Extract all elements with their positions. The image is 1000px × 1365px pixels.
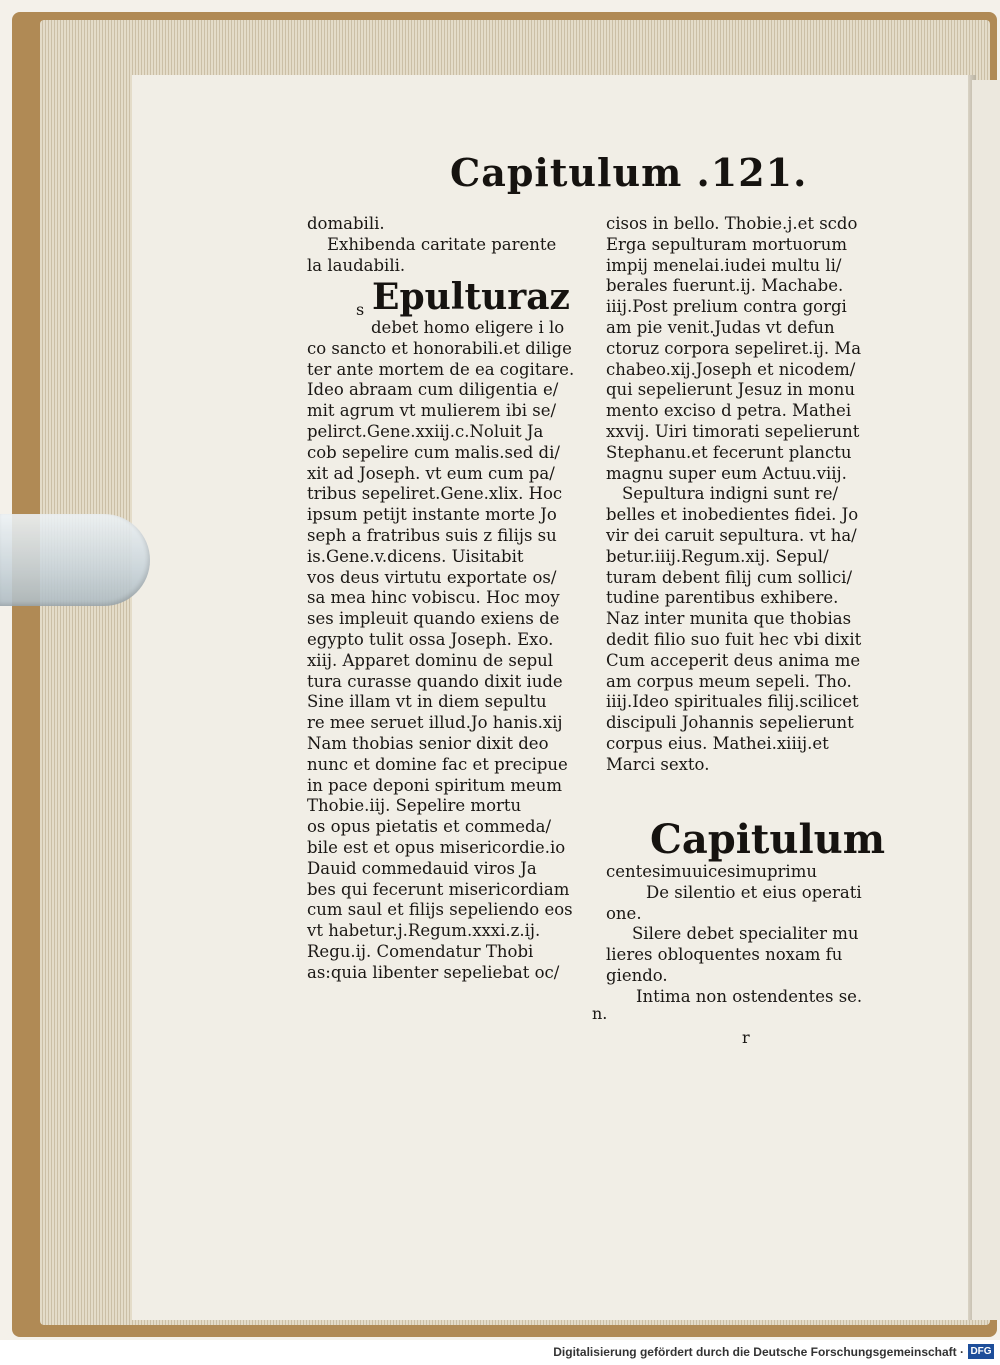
text-line: magnu super eum Actuu.viij. [606, 463, 847, 483]
text-line: cum saul et filijs sepeliendo eos [307, 900, 573, 920]
text-line: tura curasse quando dixit iude [307, 671, 563, 691]
text-line: is.Gene.v.dicens. Uisitabit [307, 546, 524, 566]
text-line: centesimuuicesimuprimu [606, 862, 817, 881]
text-line: debet homo eligere i lo [371, 318, 565, 337]
text-line: Stephanu.et fecerunt planctu [606, 442, 852, 462]
text-line: ipsum petijt instante morte Jo [307, 505, 557, 525]
text-line: Erga sepulturam mortuorum [606, 234, 847, 254]
footer-credit: Digitalisierung gefördert durch die Deutsche Forschungsgemeinschaft · [553, 1345, 964, 1359]
text-line: cob sepelire cum malis.sed di/ [307, 442, 560, 462]
text-line: tudine parentibus exhibere. [606, 588, 839, 608]
text-line: os opus pietatis et commeda/ [307, 817, 552, 837]
text-line: xxvij. Uiri timorati sepelierunt [606, 421, 860, 441]
text-line: xiij. Apparet dominu de sepul [307, 650, 554, 670]
section-heading: Epulturaz [372, 276, 570, 318]
text-line: domabili. [307, 214, 385, 233]
text-line: Intima non ostendentes se. [636, 986, 863, 1006]
glass-weight-clip [0, 514, 150, 606]
text-line: belles et inobedientes fidei. Jo [606, 505, 859, 525]
text-line: Ideo abraam cum diligentia e/ [307, 380, 559, 400]
text-line: in pace deponi spiritum meum [307, 775, 563, 795]
text-line: Cum acceperit deus anima me [606, 650, 861, 670]
text-line: la laudabili. [307, 255, 406, 275]
text-line: Naz inter munita que thobias [606, 609, 852, 629]
text-line: one. [606, 903, 642, 923]
text-line: Silere debet specialiter mu [632, 924, 859, 944]
text-line: berales fuerunt.ij. Machabe. [606, 276, 844, 296]
text-line: Regu.ij. Comendatur Thobi [307, 941, 534, 961]
text-line: ses impleuit quando exiens de [307, 609, 560, 629]
text-line: ter ante mortem de ea cogitare. [307, 359, 575, 379]
left-column-body [307, 318, 574, 984]
text-line: Dauid commedauid viros Ja [307, 858, 537, 878]
text-line: bile est et opus misericordie.io [307, 837, 566, 857]
left-column-top [307, 214, 556, 276]
text-line: lieres obloquentes noxam fu [606, 945, 843, 965]
text-line: nunc et domine fac et precipue [307, 754, 568, 774]
text-line: corpus eius. Mathei.xiiij.et [606, 733, 829, 753]
facing-page-edge [972, 80, 1000, 1320]
footer-bar [0, 1340, 1000, 1365]
text-line: pelirct.Gene.xxiij.c.Noluit Ja [307, 421, 544, 441]
text-line: vir dei caruit sepultura. vt ha/ [606, 525, 857, 545]
text-line: seph a fratribus suis z filijs su [307, 525, 557, 545]
text-line: discipuli Johannis sepelierunt [606, 713, 854, 733]
text-line: sa mea hinc vobiscu. Hoc moy [307, 588, 560, 608]
text-line: iiij.Post prelium contra gorgi [606, 297, 847, 317]
text-line: Marci sexto. [606, 754, 710, 774]
text-line: Nam thobias senior dixit deo [307, 733, 549, 753]
catchword: r [742, 1028, 750, 1047]
text-line: giendo. [606, 965, 668, 985]
initial-guide-letter: s [356, 300, 365, 319]
text-line: bes qui fecerunt misericordiam [307, 879, 570, 899]
text-line: betur.iiij.Regum.xij. Sepul/ [606, 546, 829, 566]
text-line: vt habetur.j.Regum.xxxi.z.ij. [307, 921, 541, 941]
text-line: am corpus meum sepeli. Tho. [606, 671, 852, 691]
margin-mark: n. [592, 1004, 608, 1023]
text-line: De silentio et eius operati [646, 882, 862, 902]
text-line: dedit filio suo fuit hec vbi dixit [606, 629, 862, 649]
text-line: impij menelai.iudei multu li/ [606, 255, 842, 275]
text-line: egypto tulit ossa Joseph. Exo. [307, 629, 554, 649]
dfg-logo-icon[interactable]: DFG [968, 1344, 994, 1359]
text-line: re mee seruet illud.Jo hanis.xij [307, 713, 563, 733]
text-line: Thobie.iij. Sepelire mortu [307, 796, 522, 816]
text-line: tribus sepeliret.Gene.xlix. Hoc [307, 484, 563, 504]
text-line: vos deus virtutu exportate os/ [307, 567, 557, 587]
chapter-heading: Capitulum [650, 816, 886, 863]
page-title: Capitulum .121. [450, 150, 808, 195]
text-line: mit agrum vt mulierem ibi se/ [307, 401, 557, 421]
text-line: Sepultura indigni sunt re/ [622, 484, 839, 504]
text-line: iiij.Ideo spirituales filij.scilicet [606, 692, 859, 712]
text-line: cisos in bello. Thobie.j.et scdo [606, 214, 858, 233]
text-line: qui sepelierunt Jesuz in monu [606, 380, 855, 400]
text-line: am pie venit.Judas vt defun [606, 317, 835, 337]
text-line: Exhibenda caritate parente [327, 234, 557, 254]
right-column-top [606, 214, 861, 776]
text-line: xit ad Joseph. vt eum cum pa/ [307, 463, 555, 483]
right-column-bottom [606, 862, 862, 1008]
text-line: co sancto et honorabili.et dilige [307, 338, 572, 358]
text-line: mento exciso d petra. Mathei [606, 401, 852, 421]
text-line: turam debent filij cum sollici/ [606, 567, 853, 587]
text-line: ctoruz corpora sepeliret.ij. Ma [606, 338, 862, 358]
text-line: Sine illam vt in diem sepultu [307, 692, 547, 712]
text-line: chabeo.xij.Joseph et nicodem/ [606, 359, 856, 379]
text-line: as:quia libenter sepeliebat oc/ [307, 962, 560, 982]
